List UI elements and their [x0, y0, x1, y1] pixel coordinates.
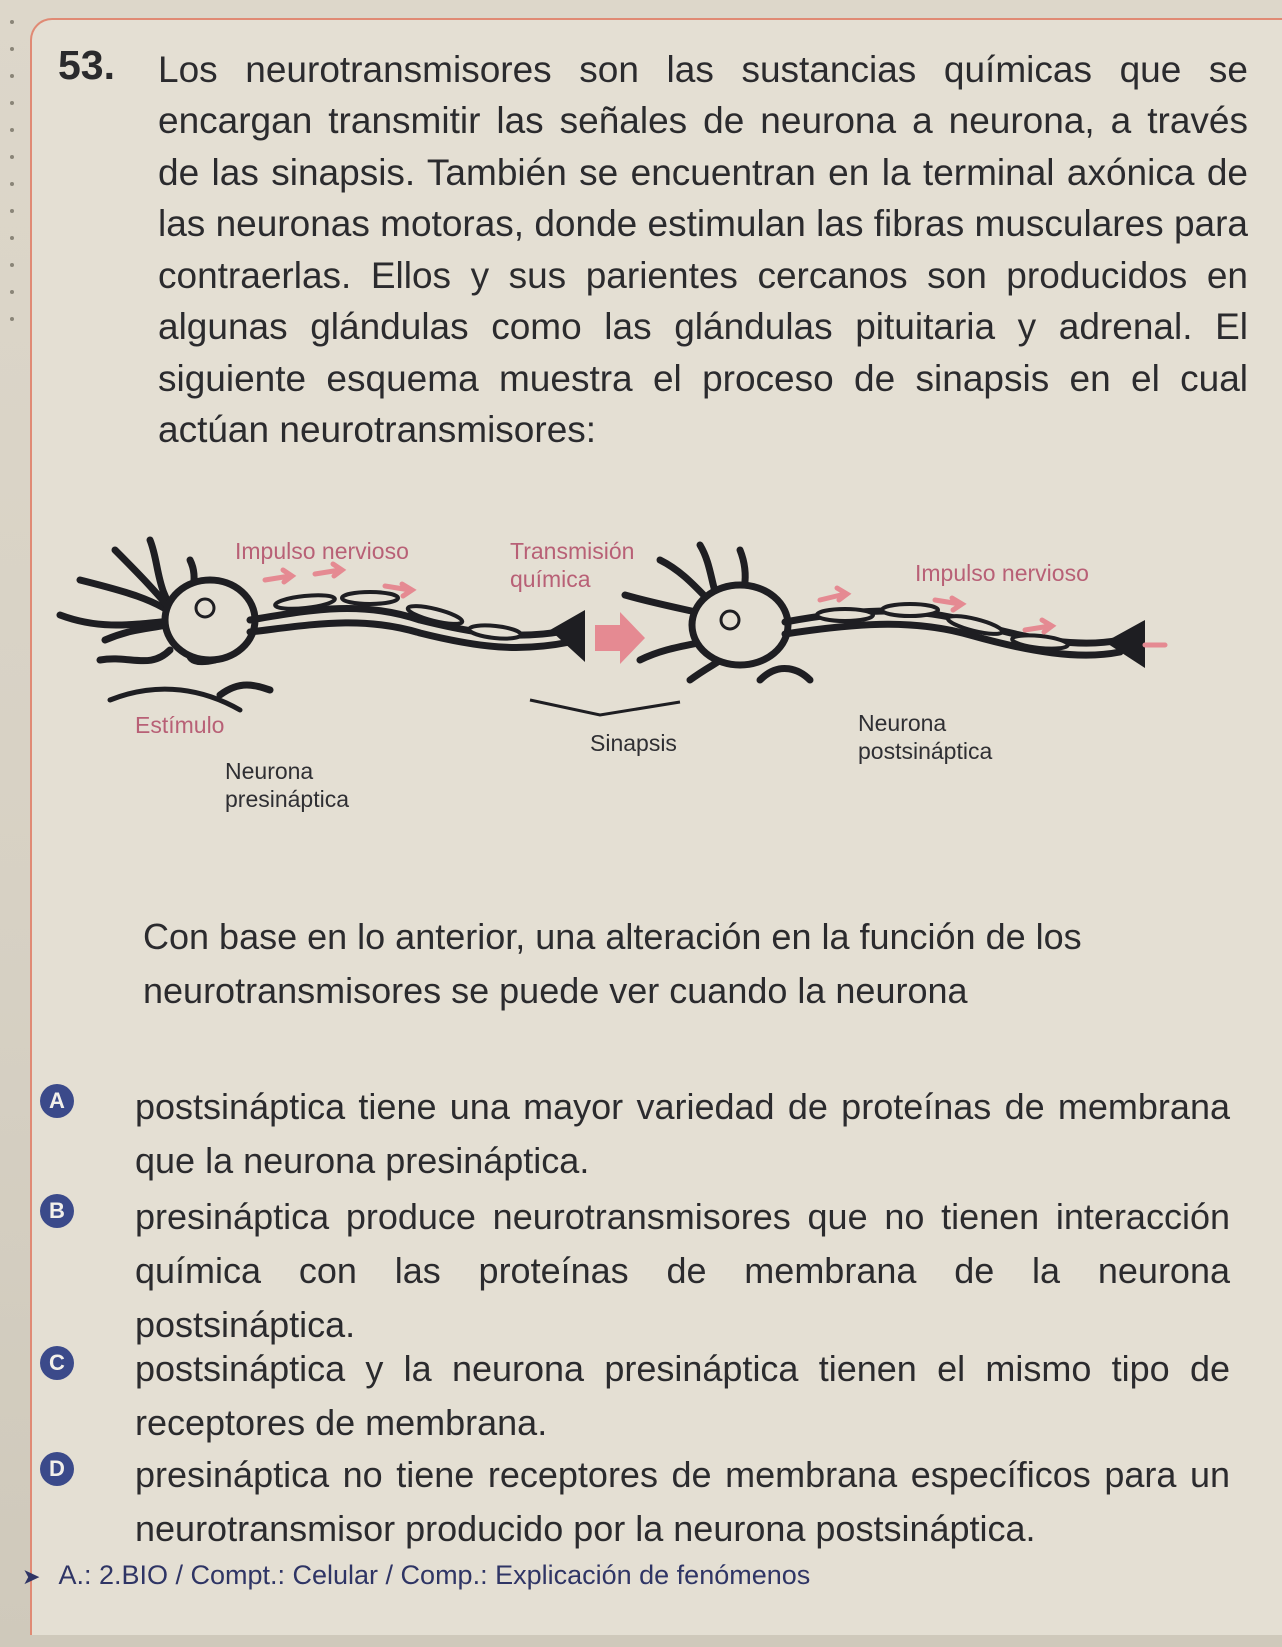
margin-dots	[10, 20, 16, 340]
option-c-badge: C	[40, 1346, 74, 1380]
option-c-text: postsináptica y la neurona presináptica tienen el mismo tipo de receptores de membrana.	[135, 1348, 1230, 1443]
answer-footer-text: A.: 2.BIO / Compt.: Celular / Comp.: Explicación de fenómenos	[58, 1560, 811, 1590]
option-a-text: postsináptica tiene una mayor variedad de proteínas de membrana que la neurona presináptica.	[135, 1086, 1230, 1181]
synapse-label: Sinapsis	[590, 730, 677, 756]
question-prompt: Con base en lo anterior, una alteración en la función de los neurotransmisores se puede ver cuando la neurona	[143, 916, 1082, 1011]
answer-footer	[22, 1560, 810, 1591]
postsynaptic-label-line1: Neurona	[858, 710, 947, 736]
option-a-badge: A	[40, 1084, 74, 1118]
question-stem: Los neurotransmisores son las sustancias químicas que se encargan transmitir las señales de neurona a neurona, a través de las sinapsis. También se encuentran en la terminal axónica de las neuronas motoras, donde estimulan las fibras musculares para contraerlas. Ellos y sus parientes cercanos son producidos en algunas glándulas como las glándulas pituitaria y adrenal. El siguiente esquema muestra el proceso de sinapsis en el cual actúan neurotransmisores:	[158, 49, 1249, 450]
arrow-right-icon: ➤	[22, 1564, 41, 1589]
question-number: 53.	[58, 42, 115, 88]
transmission-label-line1: Transmisión	[510, 538, 635, 564]
postsynaptic-label-line2: postsináptica	[858, 738, 993, 764]
synapse-brace	[530, 700, 680, 715]
synapse-diagram	[40, 530, 1280, 860]
option-b-badge: B	[40, 1194, 74, 1228]
option-d-text: presináptica no tiene receptores de membrana específicos para un neurotransmisor producido por la neurona postsináptica.	[135, 1454, 1230, 1549]
option-d-badge: D	[40, 1452, 74, 1486]
stimulus-label: Estímulo	[135, 712, 225, 738]
presynaptic-label-line1: Neurona	[225, 758, 314, 784]
impulse-label-right: Impulso nervioso	[915, 560, 1089, 586]
axon-terminal-right	[1105, 620, 1145, 668]
transmission-label-line2: química	[510, 566, 591, 592]
presynaptic-label-line2: presináptica	[225, 786, 350, 812]
chemical-transmission-arrow	[595, 612, 645, 664]
option-b-text: presináptica produce neurotransmisores que no tienen interacción química con las proteínas de membrana de la neurona postsináptica.	[135, 1196, 1230, 1345]
impulse-label-left: Impulso nervioso	[235, 538, 409, 564]
